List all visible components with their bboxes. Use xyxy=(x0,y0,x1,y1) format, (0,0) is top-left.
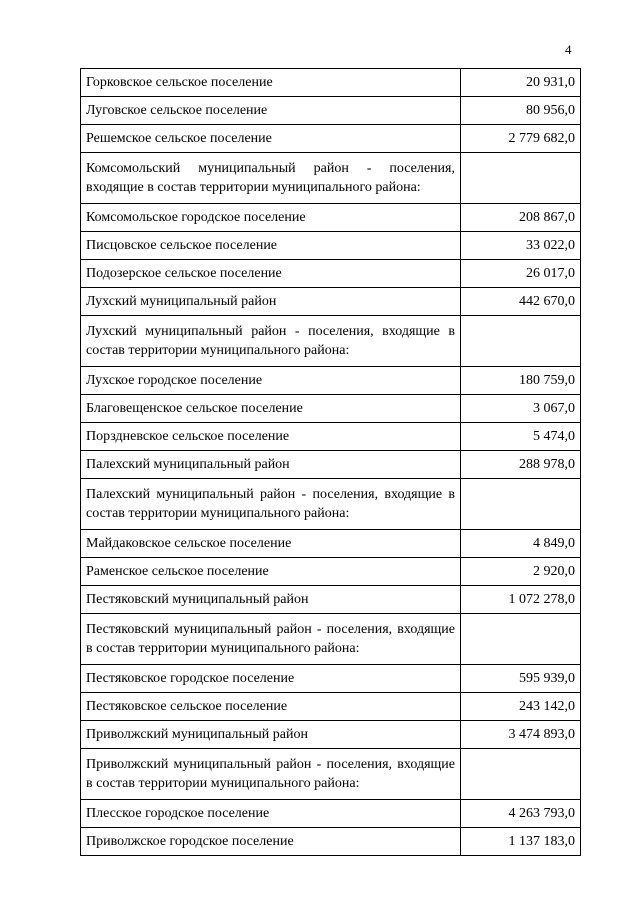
amount-value: 1 137 183,0 xyxy=(461,828,581,856)
table-row xyxy=(81,69,581,97)
amount-value: 3 474 893,0 xyxy=(461,721,581,749)
amount-value: 3 067,0 xyxy=(461,395,581,423)
municipality-name: Порздневское сельское поселение xyxy=(81,423,461,451)
amount-value: 20 931,0 xyxy=(461,69,581,97)
municipality-name: Писцовское сельское поселение xyxy=(81,232,461,260)
amount-value: 33 022,0 xyxy=(461,232,581,260)
amount-value: 208 867,0 xyxy=(461,204,581,232)
table-row xyxy=(81,586,581,614)
table-row xyxy=(81,204,581,232)
amount-value: 2 920,0 xyxy=(461,558,581,586)
budget-table xyxy=(80,68,581,856)
municipality-name: Раменское сельское поселение xyxy=(81,558,461,586)
amount-value: 4 263 793,0 xyxy=(461,800,581,828)
amount-value-empty xyxy=(461,479,581,530)
table-row xyxy=(81,423,581,451)
amount-value: 595 939,0 xyxy=(461,665,581,693)
amount-value: 80 956,0 xyxy=(461,97,581,125)
municipality-name: Палехский муниципальный район xyxy=(81,451,461,479)
table-row xyxy=(81,395,581,423)
table-row xyxy=(81,288,581,316)
table-row xyxy=(81,367,581,395)
table-row xyxy=(81,721,581,749)
amount-value: 442 670,0 xyxy=(461,288,581,316)
amount-value: 26 017,0 xyxy=(461,260,581,288)
municipality-name: Пестяковское сельское поселение xyxy=(81,693,461,721)
amount-value-empty xyxy=(461,614,581,665)
table-row-group-header xyxy=(81,479,581,530)
table-row xyxy=(81,558,581,586)
table-row-group-header xyxy=(81,749,581,800)
table-row xyxy=(81,693,581,721)
amount-value: 5 474,0 xyxy=(461,423,581,451)
group-header-text: Комсомольский муниципальный район - поселения, входящие в состав территории муниципального района: xyxy=(81,153,461,204)
municipality-name: Пестяковский муниципальный район xyxy=(81,586,461,614)
table-row xyxy=(81,451,581,479)
group-header-text: Пестяковский муниципальный район - поселения, входящие в состав территории муниципального района: xyxy=(81,614,461,665)
municipality-name: Майдаковское сельское поселение xyxy=(81,530,461,558)
table-row xyxy=(81,665,581,693)
municipality-name: Плесское городское поселение xyxy=(81,800,461,828)
amount-value: 288 978,0 xyxy=(461,451,581,479)
municipality-name: Решемское сельское поселение xyxy=(81,125,461,153)
municipality-name: Подозерское сельское поселение xyxy=(81,260,461,288)
municipality-name: Горковское сельское поселение xyxy=(81,69,461,97)
group-header-text: Палехский муниципальный район - поселения, входящие в состав территории муниципального района: xyxy=(81,479,461,530)
municipality-name: Приволжский муниципальный район xyxy=(81,721,461,749)
municipality-name: Благовещенское сельское поселение xyxy=(81,395,461,423)
page-number: 4 xyxy=(565,42,572,57)
amount-value-empty xyxy=(461,316,581,367)
municipality-name: Луговское сельское поселение xyxy=(81,97,461,125)
municipality-name: Лухский муниципальный район xyxy=(81,288,461,316)
municipality-name: Приволжское городское поселение xyxy=(81,828,461,856)
amount-value: 180 759,0 xyxy=(461,367,581,395)
table-row xyxy=(81,800,581,828)
table-row-group-header xyxy=(81,153,581,204)
municipality-name: Пестяковское городское поселение xyxy=(81,665,461,693)
amount-value: 1 072 278,0 xyxy=(461,586,581,614)
amount-value-empty xyxy=(461,153,581,204)
amount-value: 2 779 682,0 xyxy=(461,125,581,153)
amount-value-empty xyxy=(461,749,581,800)
table-row xyxy=(81,97,581,125)
municipality-name: Комсомольское городское поселение xyxy=(81,204,461,232)
amount-value: 4 849,0 xyxy=(461,530,581,558)
table-row xyxy=(81,260,581,288)
group-header-text: Приволжский муниципальный район - поселения, входящие в состав территории муниципального района: xyxy=(81,749,461,800)
table-row xyxy=(81,125,581,153)
municipality-name: Лухское городское поселение xyxy=(81,367,461,395)
table-row-group-header xyxy=(81,316,581,367)
table-row xyxy=(81,828,581,856)
table-body xyxy=(81,69,581,856)
amount-value: 243 142,0 xyxy=(461,693,581,721)
group-header-text: Лухский муниципальный район - поселения, входящие в состав территории муниципального района: xyxy=(81,316,461,367)
table-row xyxy=(81,232,581,260)
table-row-group-header xyxy=(81,614,581,665)
table-row xyxy=(81,530,581,558)
